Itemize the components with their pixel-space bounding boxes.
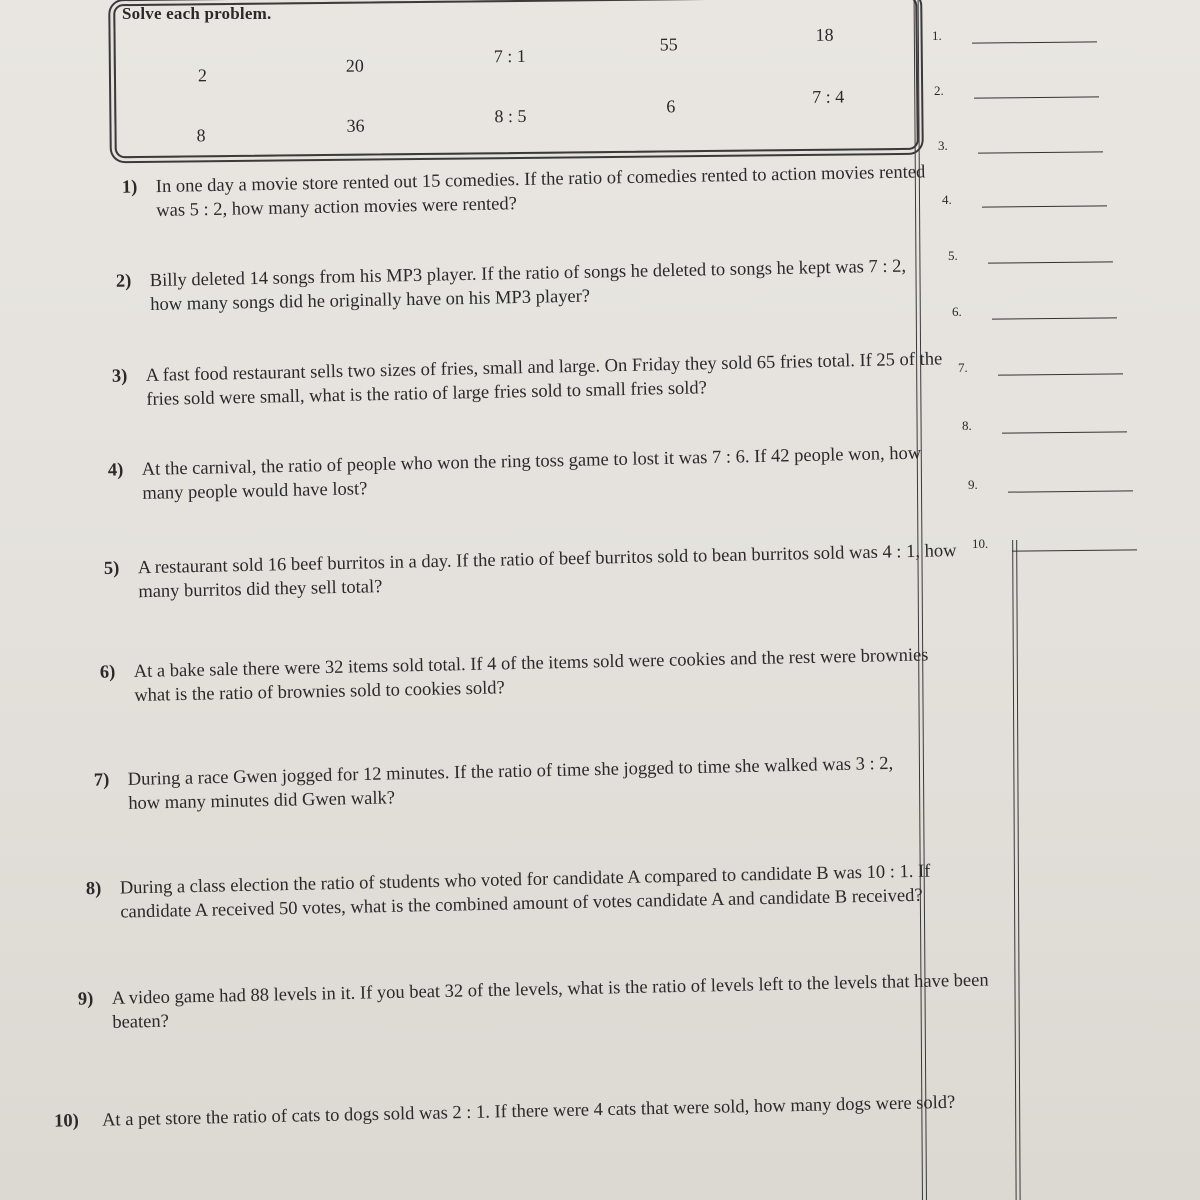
problem-text: A fast food restaurant sells two sizes of fries, small and large. On Friday they sold 65 fries total. If 25 of the fries sold were small, what is the ratio of large fries sold to small fries sold? <box>145 349 943 411</box>
answer-bank-item: 18 <box>815 24 834 45</box>
answer-label: 4. <box>942 192 952 207</box>
problem-6: 6) At a bake sale there were 32 items sold total. If 4 of the items sold were cookies and the rest were brownies what is the ratio of brownies sold to cookies sold? <box>99 645 929 707</box>
answer-label: 7. <box>958 360 968 375</box>
answer-blank[interactable] <box>982 205 1107 207</box>
problem-text: At a pet store the ratio of cats to dogs sold was 2 : 1. If there were 4 cats that were sold, how many dogs were sold? <box>101 1092 956 1131</box>
answer-blank[interactable] <box>972 41 1097 43</box>
answer-label: 10. <box>972 536 989 551</box>
answer-blank[interactable] <box>1002 431 1127 433</box>
answer-label: 6. <box>952 304 962 319</box>
answer-label: 2. <box>934 83 944 98</box>
problem-text: At a bake sale there were 32 items sold total. If 4 of the items sold were cookies and the rest were brownies what is the ratio of brownies sold to cookies sold? <box>133 645 929 707</box>
answer-bank-item: 36 <box>346 115 365 136</box>
problem-text: During a race Gwen jogged for 12 minutes. If the ratio of time she jogged to time she walked was 3 : 2, how many minutes did Gwen walk? <box>127 753 894 814</box>
problem-3: 3) A fast food restaurant sells two sizes of fries, small and large. On Friday they sold 65 fries total. If 25 of the fries sold were small, what is the ratio of large fries sold to small fries sold? <box>111 349 943 411</box>
answer-column <box>930 0 1190 1200</box>
answer-bank-item: 6 <box>666 96 676 117</box>
problem-4: 4) At the carnival, the ratio of people who won the ring toss game to lost it was 7 : 6. If 42 people won, how many people would have lost? <box>107 443 922 504</box>
answer-blank[interactable] <box>1008 490 1133 492</box>
problem-text: Billy deleted 14 songs from his MP3 player. If the ratio of songs he deleted to songs he kept was 7 : 2, how many songs did he originally have on his MP3 player? <box>149 256 907 316</box>
answer-blank[interactable] <box>998 373 1123 375</box>
problem-text: At the carnival, the ratio of people who won the ring toss game to lost it was 7 : 6. If 42 people won, how many people would have lost? <box>141 443 922 504</box>
problem-8: 8) During a class election the ratio of students who voted for candidate A compared to candidate B was 10 : 1. If candidate A received 50 votes, what is the combined amount of votes candidate A and candidate B received? <box>85 861 931 923</box>
problem-text: A video game had 88 levels in it. If you beat 32 of the levels, what is the ratio of levels left to the levels that have been beaten? <box>111 970 989 1033</box>
answer-bank <box>113 0 919 158</box>
problem-1: 1) In one day a movie store rented out 15 comedies. If the ratio of comedies rented to action movies rented was 5 : 2, how many action movies were rented? <box>121 162 926 222</box>
answer-bank-item: 8 <box>196 125 206 146</box>
answer-bank-item: 7 : 4 <box>812 86 845 107</box>
answer-label: 5. <box>948 248 958 263</box>
answer-label: 8. <box>962 418 972 433</box>
problem-9: 9) A video game had 88 levels in it. If you beat 32 of the levels, what is the ratio of levels left to the levels that have been beaten? <box>77 970 989 1033</box>
answer-blank[interactable] <box>988 261 1113 263</box>
problem-7: 7) During a race Gwen jogged for 12 minutes. If the ratio of time she jogged to time she walked was 3 : 2, how many minutes did Gwen walk? <box>93 753 894 814</box>
problem-2: 2) Billy deleted 14 songs from his MP3 player. If the ratio of songs he deleted to songs he kept was 7 : 2, how many songs did he originally have on his MP3 player? <box>115 256 907 316</box>
answer-bank-item: 20 <box>345 55 364 76</box>
answer-blank[interactable] <box>978 151 1103 153</box>
answer-label: 9. <box>968 477 978 492</box>
problem-text: A restaurant sold 16 beef burritos in a day. If the ratio of beef burritos sold to bean burritos sold was 4 : 1, how many burritos did they sell total? <box>137 541 957 603</box>
answer-bank-item: 55 <box>659 34 678 55</box>
instructions: Solve each problem. <box>122 4 272 23</box>
answer-label: 1. <box>932 28 942 43</box>
problem-5: 5) A restaurant sold 16 beef burritos in a day. If the ratio of beef burritos sold to bean burritos sold was 4 : 1, how many burritos did they sell total? <box>103 541 957 603</box>
answer-blank[interactable] <box>992 317 1117 319</box>
problem-10: 10) At a pet store the ratio of cats to dogs sold was 2 : 1. If there were 4 cats that were sold, how many dogs were sold? <box>53 1092 956 1132</box>
answer-label: 3. <box>938 138 948 153</box>
problem-text: During a class election the ratio of students who voted for candidate A compared to candidate B was 10 : 1. If candidate A received 50 votes, what is the combined amount of votes candidate A and candidate B received? <box>119 861 931 923</box>
answer-bank-item: 7 : 1 <box>493 45 526 67</box>
answer-blank[interactable] <box>974 96 1099 98</box>
answer-bank-item: 2 <box>197 65 208 86</box>
answer-blank[interactable] <box>1012 549 1137 551</box>
answer-bank-item: 8 : 5 <box>494 105 527 127</box>
problem-text: In one day a movie store rented out 15 comedies. If the ratio of comedies rented to action movies rented was 5 : 2, how many action movies were rented? <box>155 162 926 222</box>
